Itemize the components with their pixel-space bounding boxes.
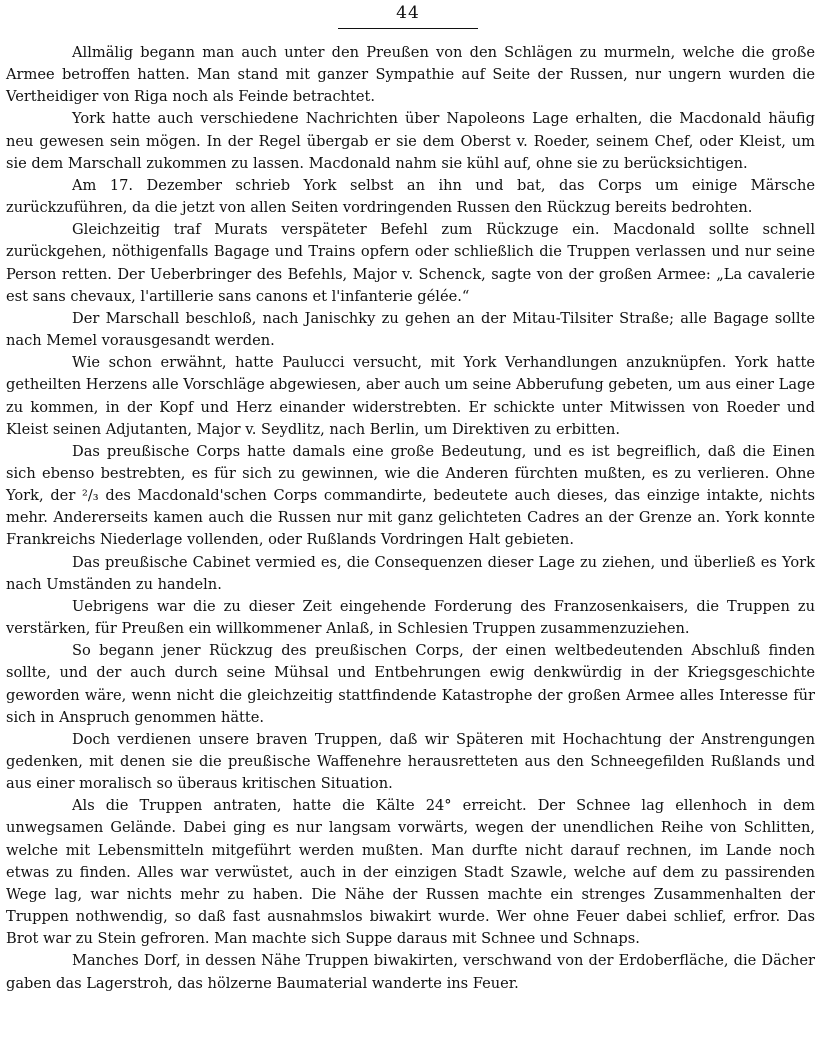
paragraph: Doch verdienen unsere braven Truppen, daß wir Späteren mit Hochachtung der Anstrengungen gedenken, mit denen sie die preußische Waffenehre herausretteten aus den Schneegefilden Rußlands und aus einer moralisch so überaus kritischen Situation. [6, 730, 815, 793]
body-text [6, 42, 815, 995]
paragraph: Gleichzeitig traf Murats verspäteter Befehl zum Rückzuge ein. Macdonald sollte schnell zurückgehen, nöthigenfalls Bagage und Trains opfern oder schließlich die Truppen verlassen und nur seine Person retten. Der Ueberbringer des Befehls, Major v. Schenck, sagte von der großen Armee: „La cavalerie est sans chevaux, l'artillerie sans canons et l'infanterie gélée.“ [6, 221, 815, 305]
paragraph: York hatte auch verschiedene Nachrichten über Napoleons Lage erhalten, die Macdonald häufig neu gewesen sein mögen. In der Regel übergab er sie dem Oberst v. Roeder, seinem Chef, oder Kleist, um sie dem Marschall zukommen zu lassen. Macdonald nahm sie kühl auf, ohne sie zu berücksichtigen. [6, 110, 815, 172]
paragraph: So begann jener Rückzug des preußischen Corps, der einen weltbedeutenden Abschluß finden sollte, und der auch durch seine Mühsal und Entbehrungen ewig denkwürdig in der Kriegsgeschichte geworden wäre, wenn nicht die gleichzeitig stattfindende Katastrophe der großen Armee alles Interesse für sich in Anspruch genommen hätte. [6, 642, 815, 726]
paragraph: Als die Truppen antraten, hatte die Kälte 24° erreicht. Der Schnee lag ellenhoch in dem unwegsamen Gelände. Dabei ging es nur langsam vorwärts, wegen der unendlichen Reihe von Schlitten, welche mit Lebensmitteln mitgeführt werden mußten. Man durfte nicht darauf rechnen, im Lande noch etwas zu finden. Alles war verwüstet, auch in der einzigen Stadt Szawle, welche auf dem zu passirenden Wege lag, war nichts mehr zu haben. Die Nähe der Russen machte ein strenges Zusammenhalten der Truppen nothwendig, so daß fast ausnahmslos biwakirt wurde. Wer ohne Feuer dabei schlief, erfror. Das Brot war zu Stein gefroren. Man machte sich Suppe daraus mit Schnee und Schnaps. [6, 797, 815, 948]
paragraph: Uebrigens war die zu dieser Zeit eingehende Forderung des Franzosenkaisers, die Truppen zu verstärken, für Preußen ein willkommener Anlaß, in Schlesien Truppen zusammenzuziehen. [6, 597, 815, 638]
paragraph: Das preußische Corps hatte damals eine große Bedeutung, und es ist begreiflich, daß die Einen sich ebenso bestrebten, es für sich zu gewinnen, wie die Anderen fürchten mußten, es zu verlieren. Ohne York, der ²/₃ des Macdonald'schen Corps commandirte, bedeutete auch dieses, das einzige intakte, nichts mehr. Andererseits kamen auch die Russen nur mit ganz gelichteten Cadres an der Grenze an. York konnte Frankreichs Niederlage vollenden, oder Rußlands Vordringen Halt gebieten. [6, 442, 815, 549]
header-rule [338, 28, 478, 29]
paragraph: Allmälig begann man auch unter den Preußen von den Schlägen zu murmeln, welche die große Armee betroffen hatten. Man stand mit ganzer Sympathie auf Seite der Russen, nur ungern wurden die Vertheidiger von Riga noch als Feinde betrachtet. [6, 44, 815, 106]
paragraph: Manches Dorf, in dessen Nähe Truppen biwakirten, verschwand von der Erdoberfläche, die Dächer gaben das Lagerstroh, das hölzerne Baumaterial wanderte ins Feuer. [6, 952, 815, 992]
paragraph: Wie schon erwähnt, hatte Paulucci versucht, mit York Verhandlungen anzuknüpfen. York hatte getheilten Herzens alle Vorschläge abgewiesen, aber auch um seine Abberufung gebeten, um aus einer Lage zu kommen, in der Kopf und Herz einander widerstrebten. Er schickte unter Mitwissen von Roeder und Kleist seinen Adjutanten, Major v. Seydlitz, nach Berlin, um Direktiven zu erbitten. [6, 354, 815, 438]
paragraph: Am 17. Dezember schrieb York selbst an ihn und bat, das Corps um einige Märsche zurückzuführen, da die jetzt von allen Seiten vordringenden Russen den Rückzug bereits bedrohten. [6, 176, 815, 217]
page-number: 44 [396, 3, 420, 23]
paragraph: Das preußische Cabinet vermied es, die Consequenzen dieser Lage zu ziehen, und überließ es York nach Umständen zu handeln. [6, 553, 815, 593]
page-header [338, 2, 478, 34]
paragraph: Der Marschall beschloß, nach Janischky zu gehen an der Mitau-Tilsiter Straße; alle Bagage sollte nach Memel vorausgesandt werden. [6, 309, 815, 350]
